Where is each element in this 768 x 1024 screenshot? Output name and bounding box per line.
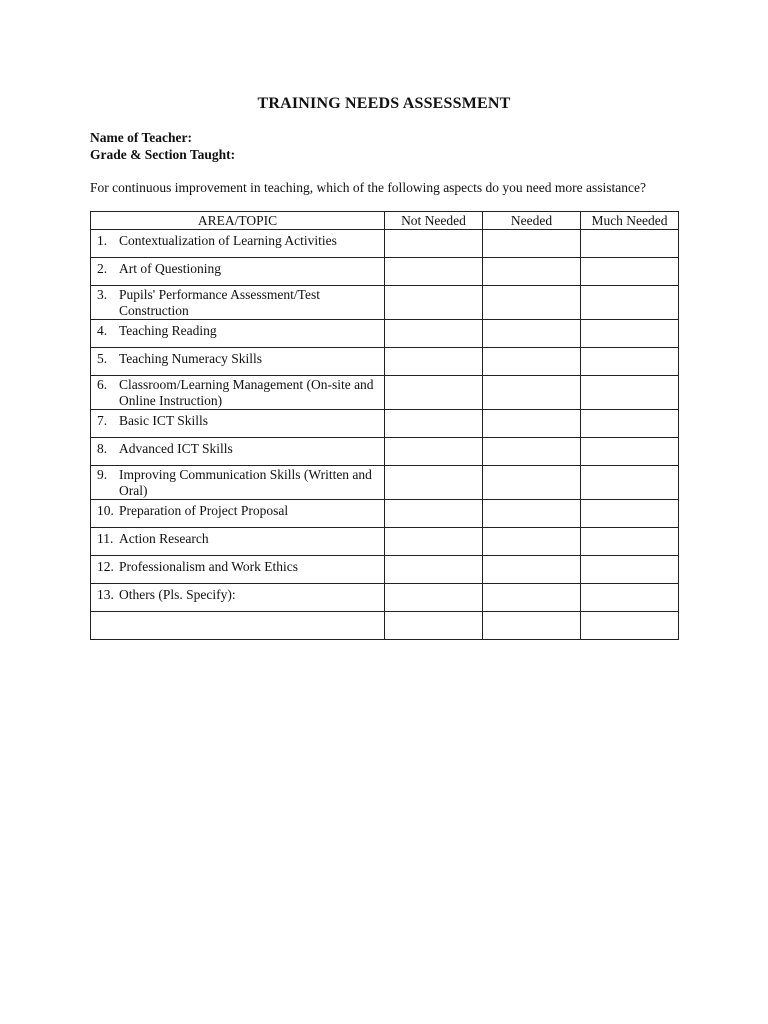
table-row: [91, 438, 679, 466]
much-needed-cell[interactable]: [581, 528, 679, 556]
header-much-needed: Much Needed: [581, 212, 679, 230]
table-row: [91, 348, 679, 376]
table-row: [91, 528, 679, 556]
item-number: 4.: [97, 323, 108, 338]
needed-cell[interactable]: [483, 438, 581, 466]
table-row: [91, 410, 679, 438]
needed-cell[interactable]: [483, 466, 581, 500]
needed-cell[interactable]: [483, 348, 581, 376]
table-row: [91, 320, 679, 348]
much-needed-cell[interactable]: [581, 286, 679, 320]
table-row: [91, 612, 679, 640]
needed-cell[interactable]: [483, 258, 581, 286]
much-needed-cell[interactable]: [581, 410, 679, 438]
item-number: 13.: [97, 587, 114, 602]
header-needed: Needed: [483, 212, 581, 230]
not-needed-cell[interactable]: [385, 376, 483, 410]
not-needed-cell[interactable]: [385, 230, 483, 258]
topic-cell: [91, 348, 385, 376]
much-needed-cell[interactable]: [581, 258, 679, 286]
needed-cell[interactable]: [483, 410, 581, 438]
assessment-table: [90, 211, 679, 640]
table-row: [91, 500, 679, 528]
needed-cell[interactable]: [483, 612, 581, 640]
others-specify-cell[interactable]: [91, 612, 385, 640]
not-needed-cell[interactable]: [385, 438, 483, 466]
needed-cell[interactable]: [483, 376, 581, 410]
item-number: 6.: [97, 377, 108, 392]
table-header-row: [91, 212, 679, 230]
needed-cell[interactable]: [483, 556, 581, 584]
topic-cell: [91, 376, 385, 410]
much-needed-cell[interactable]: [581, 500, 679, 528]
table-row: [91, 466, 679, 500]
needed-cell[interactable]: [483, 584, 581, 612]
topic-cell: [91, 320, 385, 348]
header-area-topic: AREA/TOPIC: [91, 212, 385, 230]
much-needed-cell[interactable]: [581, 584, 679, 612]
table-row: [91, 230, 679, 258]
topic-cell: [91, 230, 385, 258]
item-text: Pupils' Performance Assessment/Test Construction: [119, 287, 320, 318]
table-row: [91, 376, 679, 410]
instruction-text: For continuous improvement in teaching, which of the following aspects do you need more assistance?: [90, 180, 646, 195]
not-needed-cell[interactable]: [385, 258, 483, 286]
item-text: Action Research: [119, 531, 209, 546]
not-needed-cell[interactable]: [385, 320, 483, 348]
topic-cell: [91, 584, 385, 612]
topic-cell: [91, 500, 385, 528]
needed-cell[interactable]: [483, 230, 581, 258]
topic-cell: [91, 410, 385, 438]
item-number: 12.: [97, 559, 114, 574]
item-text: Teaching Numeracy Skills: [119, 351, 263, 366]
topic-cell: [91, 258, 385, 286]
table-row: [91, 258, 679, 286]
item-text: Others (Pls. Specify):: [119, 587, 236, 602]
grade-section-label: Grade & Section Taught:: [90, 147, 236, 162]
not-needed-cell[interactable]: [385, 556, 483, 584]
topic-cell: [91, 556, 385, 584]
table-row: [91, 584, 679, 612]
table-row: [91, 556, 679, 584]
topic-cell: [91, 528, 385, 556]
much-needed-cell[interactable]: [581, 230, 679, 258]
much-needed-cell[interactable]: [581, 348, 679, 376]
item-number: 8.: [97, 441, 108, 456]
not-needed-cell[interactable]: [385, 348, 483, 376]
item-number: 9.: [97, 467, 108, 482]
much-needed-cell[interactable]: [581, 466, 679, 500]
much-needed-cell[interactable]: [581, 556, 679, 584]
item-number: 2.: [97, 261, 108, 276]
item-number: 7.: [97, 413, 108, 428]
item-text: Preparation of Project Proposal: [119, 503, 289, 518]
item-number: 3.: [97, 287, 108, 302]
much-needed-cell[interactable]: [581, 320, 679, 348]
much-needed-cell[interactable]: [581, 376, 679, 410]
not-needed-cell[interactable]: [385, 584, 483, 612]
not-needed-cell[interactable]: [385, 500, 483, 528]
table-row: [91, 286, 679, 320]
needed-cell[interactable]: [483, 286, 581, 320]
document-title: TRAINING NEEDS ASSESSMENT: [257, 95, 511, 112]
item-text: Classroom/Learning Management (On-site and Online Instruction): [119, 377, 374, 408]
not-needed-cell[interactable]: [385, 528, 483, 556]
item-text: Art of Questioning: [119, 261, 221, 276]
topic-cell: [91, 286, 385, 320]
item-text: Improving Communication Skills (Written and Oral): [119, 467, 372, 498]
needed-cell[interactable]: [483, 320, 581, 348]
needed-cell[interactable]: [483, 528, 581, 556]
needed-cell[interactable]: [483, 500, 581, 528]
item-number: 5.: [97, 351, 108, 366]
not-needed-cell[interactable]: [385, 286, 483, 320]
item-number: 11.: [97, 531, 114, 546]
item-text: Professionalism and Work Ethics: [119, 559, 299, 574]
not-needed-cell[interactable]: [385, 612, 483, 640]
much-needed-cell[interactable]: [581, 612, 679, 640]
not-needed-cell[interactable]: [385, 410, 483, 438]
item-text: Basic ICT Skills: [119, 413, 209, 428]
much-needed-cell[interactable]: [581, 438, 679, 466]
item-text: Teaching Reading: [119, 323, 217, 338]
topic-cell: [91, 438, 385, 466]
item-number: 10.: [97, 503, 114, 518]
item-text: Advanced ICT Skills: [119, 441, 233, 456]
topic-cell: [91, 466, 385, 500]
item-number: 1.: [97, 233, 108, 248]
item-text: Contextualization of Learning Activities: [119, 233, 337, 248]
teacher-name-label: Name of Teacher:: [90, 130, 192, 145]
header-not-needed: Not Needed: [385, 212, 483, 230]
not-needed-cell[interactable]: [385, 466, 483, 500]
